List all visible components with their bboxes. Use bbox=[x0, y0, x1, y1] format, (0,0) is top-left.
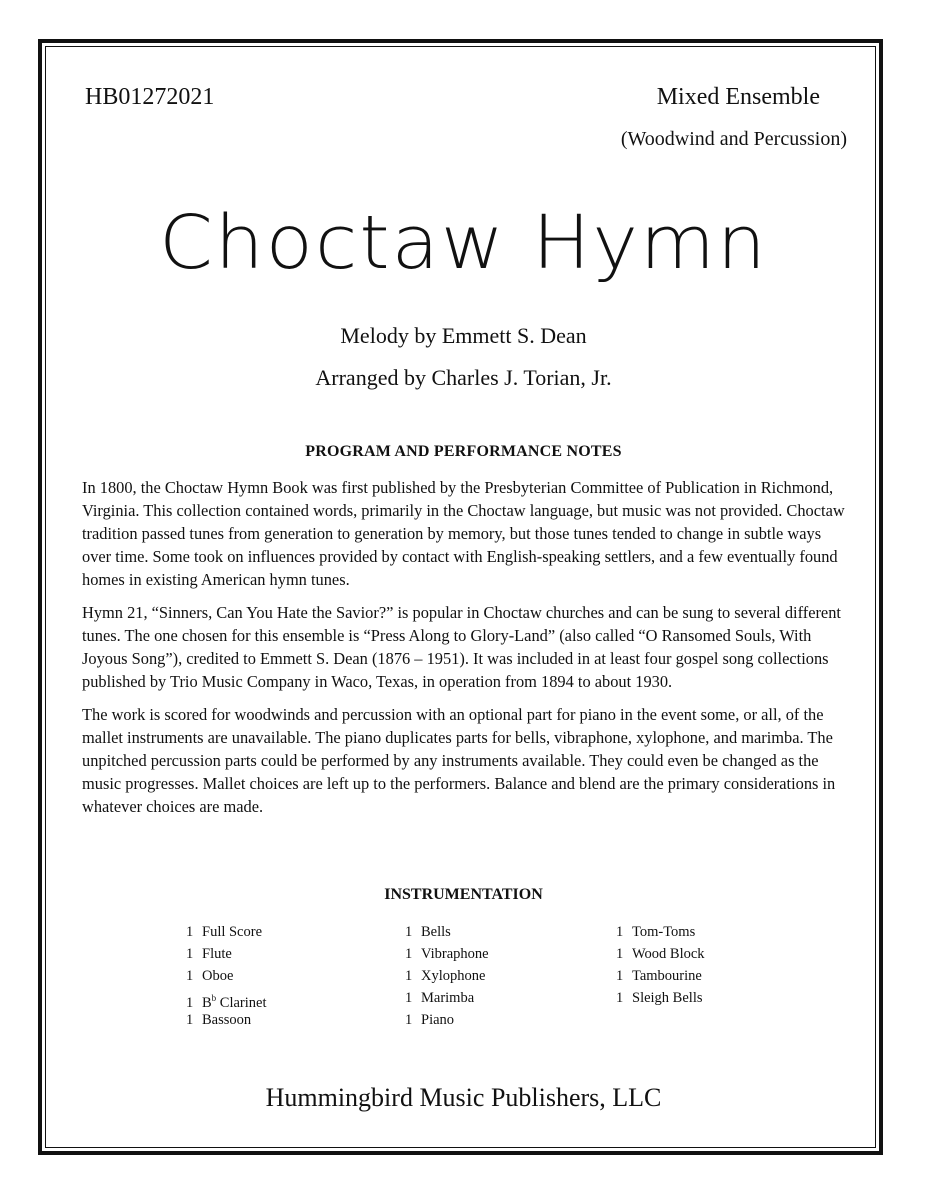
instrument-name: Tambourine bbox=[632, 968, 702, 984]
instrument-name: Full Score bbox=[202, 924, 263, 940]
instrument-name: Clarinet bbox=[216, 994, 267, 1011]
instrument-item bbox=[405, 987, 489, 1009]
instrument-qty: 1 bbox=[405, 1012, 413, 1028]
instrument-item bbox=[186, 943, 267, 965]
instrument-qty: 1 bbox=[405, 946, 413, 962]
instrument-qty: 1 bbox=[186, 924, 194, 940]
instrument-name: Xylophone bbox=[421, 968, 486, 984]
instrument-qty: 1 bbox=[616, 924, 624, 940]
arranger-credit: Arranged by Charles J. Torian, Jr. bbox=[315, 365, 612, 390]
page-title: Choctaw Hymn bbox=[159, 200, 768, 286]
instrument-key-prefix: B bbox=[202, 994, 212, 1011]
instrument-item bbox=[186, 965, 267, 987]
instrument-item bbox=[616, 943, 705, 965]
ensemble-type: Mixed Ensemble bbox=[656, 84, 820, 110]
instrument-qty: 1 bbox=[405, 968, 413, 984]
ensemble-detail: (Woodwind and Percussion) bbox=[620, 128, 847, 150]
instrument-qty: 1 bbox=[616, 990, 624, 1006]
instrument-qty: 1 bbox=[186, 1012, 194, 1028]
instrument-qty: 1 bbox=[405, 924, 413, 940]
instrument-name: Vibraphone bbox=[421, 946, 489, 962]
instrument-name: Marimba bbox=[421, 990, 475, 1006]
instrument-column bbox=[405, 921, 489, 1031]
flat-symbol: b bbox=[211, 993, 217, 1003]
instrument-name: Oboe bbox=[202, 968, 234, 984]
instrument-item bbox=[405, 1009, 489, 1031]
instrument-item bbox=[186, 987, 267, 1009]
instrument-name: Tom-Toms bbox=[632, 924, 696, 940]
notes-heading: PROGRAM AND PERFORMANCE NOTES bbox=[305, 443, 622, 460]
catalog-number: HB01272021 bbox=[85, 84, 215, 110]
notes-paragraph: In 1800, the Choctaw Hymn Book was first published by the Presbyterian Committee of Publication in Richmond, Virginia. This collection contained words, primarily in the Choctaw language, but music was not provided. Choctaw tradition passed tunes from generation to generation by memory, but those tunes tended to change in subtle ways over time. Some took on influences provided by contact with English-speaking settlers, and a few eventually found homes in existing American hymn tunes. bbox=[82, 478, 845, 589]
instrument-qty: 1 bbox=[616, 968, 624, 984]
instrument-item bbox=[186, 921, 267, 943]
notes-paragraph: Hymn 21, “Sinners, Can You Hate the Savior?” is popular in Choctaw churches and can be sung to several different tunes. The one chosen for this ensemble is “Press Along to Glory-Land” (also called “O Ransomed Souls, With Joyous Song”), credited to Emmett S. Dean (1876 – 1951). It was included in at least four gospel song collections published by Trio Music Company in Waco, Texas, in operation from 1894 to about 1930. bbox=[82, 603, 841, 691]
instrument-item bbox=[405, 921, 489, 943]
instrument-item bbox=[616, 987, 705, 1009]
instrument-item bbox=[616, 921, 705, 943]
instrument-qty: 1 bbox=[616, 946, 624, 962]
instrument-qty: 1 bbox=[186, 994, 194, 1011]
instrument-name: Wood Block bbox=[632, 946, 705, 962]
instrument-item bbox=[405, 943, 489, 965]
instrument-column bbox=[186, 921, 267, 1031]
instrument-name: Piano bbox=[421, 1012, 455, 1028]
instrument-qty: 1 bbox=[186, 968, 194, 984]
instrumentation-heading: INSTRUMENTATION bbox=[384, 886, 543, 903]
instrument-item bbox=[186, 1009, 267, 1031]
melody-credit: Melody by Emmett S. Dean bbox=[340, 323, 587, 348]
instrument-name: Flute bbox=[202, 946, 232, 962]
instrument-name: Bells bbox=[421, 924, 451, 940]
performance-notes bbox=[82, 476, 846, 828]
instrument-name: Sleigh Bells bbox=[632, 990, 703, 1006]
instrument-column bbox=[616, 921, 705, 1009]
instrument-item bbox=[616, 965, 705, 987]
publisher-name: Hummingbird Music Publishers, LLC bbox=[265, 1083, 662, 1112]
instrument-item bbox=[405, 965, 489, 987]
instrument-name: Bassoon bbox=[202, 1012, 252, 1028]
instrument-qty: 1 bbox=[186, 946, 194, 962]
instrument-qty: 1 bbox=[405, 990, 413, 1006]
notes-paragraph: The work is scored for woodwinds and percussion with an optional part for piano in the event some, or all, of the mallet instruments are unavailable. The piano duplicates parts for bells, vibraphone, xylophone, and marimba. The unpitched percussion parts could be performed by any instruments available. They could even be changed as the music progresses. Mallet choices are left up to the performers. Balance and blend are the primary considerations in whatever choices are made. bbox=[82, 705, 836, 816]
